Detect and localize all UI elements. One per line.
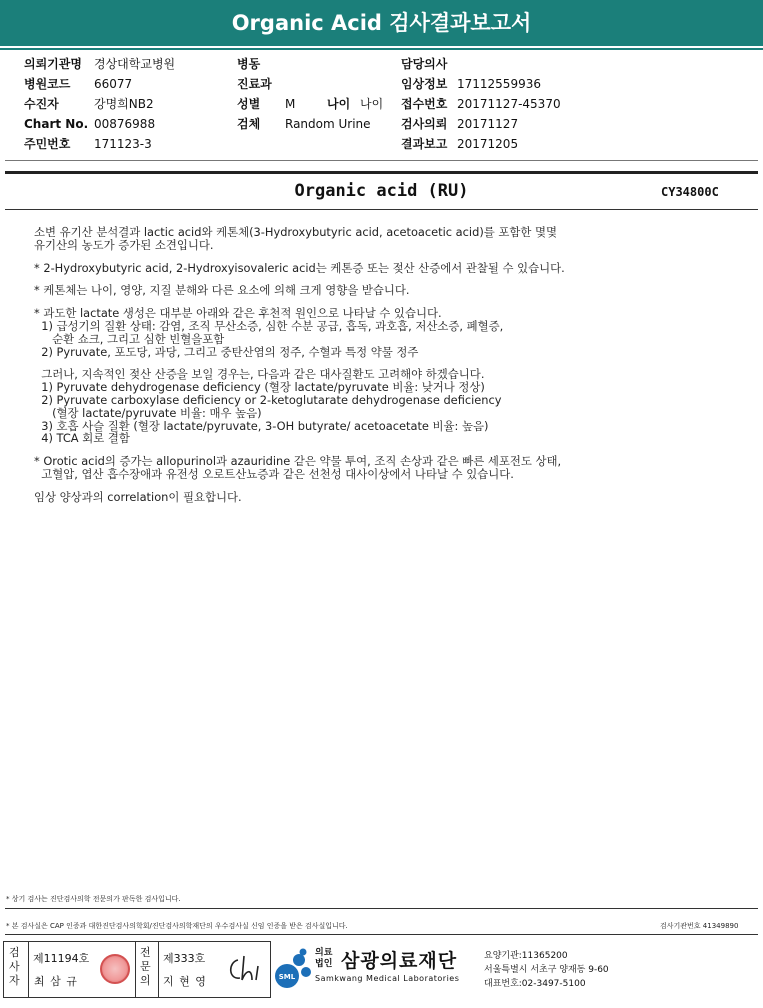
- examiner-seal: [100, 954, 130, 984]
- label-request-date: 검사의뢰: [401, 117, 448, 131]
- report-line: 1) Pyruvate dehydrogenase deficiency (혈장 lactate/pyruvate 비율: 낮거나 정상): [34, 380, 485, 395]
- report-line: 고혈압, 엽산 흡수장애과 유전성 오로트산뇨증과 같은 선천성 대사이상에서 나타날 수 있습니다.: [34, 466, 514, 481]
- report-line: 3) 호흡 사슬 질환 (혈장 lactate/pyruvate, 3-OH butyrate/ acetoacetate 비율: 높음): [34, 418, 489, 433]
- info-divider: [5, 160, 758, 161]
- org-name: 삼광의료재단: [341, 950, 458, 972]
- section-bottom-rule: [5, 209, 758, 210]
- signature-mark: [224, 952, 264, 986]
- lab-number: 검사기관번호 41349890: [660, 922, 739, 930]
- yoyang-code: 요양기관:11365200: [484, 951, 568, 961]
- section-title: Organic acid (RU): [294, 181, 469, 201]
- value-hospital: 경상대학교병원: [94, 57, 176, 71]
- label-receipt-no: 접수번호: [401, 97, 448, 111]
- footer-rule-1: [5, 908, 758, 909]
- report-line: 1) 급성기의 질환 상태: 감염, 조직 무산소증, 심한 수분 공급, 흡독, 과호흡, 저산소증, 폐혈증,: [34, 318, 504, 333]
- examiner-license: 제11194호: [33, 952, 90, 965]
- org-type: 의료법인: [315, 948, 333, 969]
- report-line: * 과도한 lactate 생성은 대부분 아래와 같은 후천적 원인으로 나타날 수 있습니다.: [34, 306, 442, 321]
- info-col-2: [237, 54, 383, 134]
- value-resident-no: 171123-3: [94, 137, 152, 151]
- report-title: Organic Acid 검사결과보고서: [0, 0, 763, 46]
- label-specimen: 검체: [237, 117, 261, 131]
- report-line: 2) Pyruvate, 포도당, 과당, 그리고 중탄산염의 정주, 수혈과 특정 약물 정주: [34, 344, 419, 359]
- report-line: 유기산의 농도가 증가된 소견입니다.: [34, 237, 214, 252]
- label-report-date: 결과보고: [401, 137, 448, 151]
- title-divider: [0, 48, 763, 50]
- report-line: 순환 쇼크, 그리고 심한 빈혈을포함: [34, 331, 225, 346]
- report-line: * Orotic acid의 증가는 allopurinol과 azauridine 같은 약물 투여, 조직 손상과 같은 빠른 세포전도 상태,: [34, 454, 562, 469]
- label-hospital: 의뢰기관명: [24, 57, 82, 71]
- label-ward: 병동: [237, 57, 261, 71]
- footnote-2: * 본 검사실은 CAP 인증과 대한진단검사의학회/진단검사의학재단의 우수검사실 신임 인증을 받은 검사실입니다.: [6, 922, 348, 930]
- value-request-date: 20171127: [457, 117, 519, 131]
- report-line: (혈장 lactate/pyruvate 비율: 매우 높음): [34, 405, 262, 420]
- org-phone: 대표번호:02-3497-5100: [484, 979, 586, 989]
- specialist-label: 전문의: [140, 946, 151, 987]
- report-line: 2) Pyruvate carboxylase deficiency or 2-ketoglutarate dehydrogenase deficiency: [34, 392, 502, 407]
- signature-box: [3, 941, 271, 998]
- value-sex: M: [285, 97, 296, 111]
- report-line: * 케톤체는 나이, 영양, 지질 분해와 다른 요소에 의해 크게 영향을 받습니다.: [34, 283, 410, 298]
- value-age: 나이: [360, 97, 384, 111]
- label-clinic: 진료과: [237, 77, 272, 91]
- report-line: 4) TCA 회로 결함: [34, 431, 130, 446]
- value-chart-no: 00876988: [94, 117, 156, 131]
- section-top-rule: [5, 171, 758, 174]
- examiner-label: 검사자: [9, 946, 20, 987]
- sml-logo-text: SML: [278, 973, 296, 981]
- label-patient: 수진자: [24, 97, 59, 111]
- examiner-name: 최 삼 규: [34, 975, 78, 988]
- label-hospital-code: 병원코드: [24, 77, 71, 91]
- label-chart-no: Chart No.: [24, 117, 89, 131]
- label-clinical-info: 임상정보: [401, 77, 448, 91]
- specialist-name: 지 현 영: [163, 975, 207, 988]
- value-specimen: Random Urine: [285, 117, 371, 131]
- org-english-name: Samkwang Medical Laboratories: [315, 974, 460, 983]
- sml-logo-icon: [273, 946, 313, 992]
- report-line: 그러나, 지속적인 젖산 산증을 보일 경우는, 다음과 같은 대사질환도 고려해야 하겠습니다.: [34, 367, 485, 382]
- specialist-license: 제333호: [163, 952, 206, 965]
- report-line: 소변 유기산 분석결과 lactic acid와 케톤체(3-Hydroxybutyric acid, acetoacetic acid)를 포함한 몇몇: [34, 225, 558, 239]
- label-doctor: 담당의사: [401, 57, 448, 71]
- value-clinical-info: 17112559936: [457, 77, 541, 91]
- section-code: CY34800C: [661, 185, 719, 199]
- value-patient: 강명희NB2: [94, 97, 154, 111]
- value-report-date: 20171205: [457, 137, 519, 151]
- value-receipt-no: 20171127-45370: [457, 97, 561, 111]
- info-col-3: [401, 54, 561, 154]
- report-line: * 2-Hydroxybutyric acid, 2-Hydroxyisovaleric acid는 케톤증 또는 젖산 산증에서 관찰될 수 있습니다.: [34, 260, 565, 275]
- report-line: 임상 양상과의 correlation이 필요합니다.: [34, 489, 242, 504]
- label-age: 나이: [327, 97, 351, 111]
- org-address: 서울특별시 서초구 양재동 9-60: [484, 965, 609, 975]
- label-resident-no: 주민번호: [24, 137, 71, 151]
- info-col-1: [24, 54, 175, 154]
- label-sex: 성별: [237, 97, 261, 111]
- report-body: [34, 226, 749, 504]
- footnote-1: * 상기 검사는 진단검사의학 전문의가 판독한 검사입니다.: [6, 895, 181, 903]
- value-hospital-code: 66077: [94, 77, 133, 91]
- footer-rule-2: [5, 934, 758, 935]
